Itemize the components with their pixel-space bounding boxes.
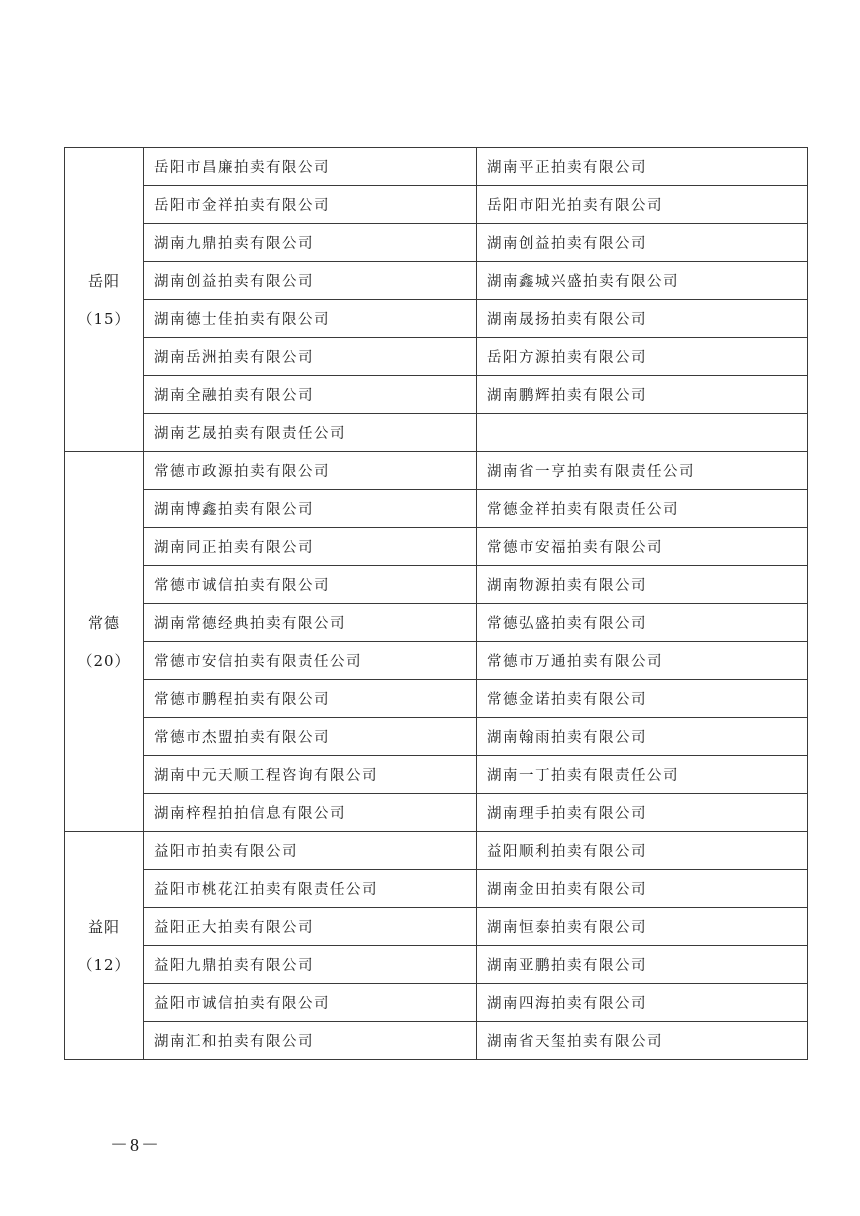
company-name-cell: 益阳市桃花江拍卖有限责任公司 <box>144 870 477 908</box>
company-name-cell: 湖南鹏辉拍卖有限公司 <box>477 376 808 414</box>
table-row <box>65 338 808 376</box>
table-row <box>65 832 808 870</box>
region-count: （12） <box>77 955 131 974</box>
company-name-cell: 岳阳方源拍卖有限公司 <box>477 338 808 376</box>
company-name-cell: 常德市安信拍卖有限责任公司 <box>144 642 477 680</box>
company-name-cell: 湖南中元天顺工程咨询有限公司 <box>144 756 477 794</box>
company-name-cell <box>477 414 808 452</box>
region-cell <box>65 452 144 832</box>
table-row <box>65 528 808 566</box>
table-row <box>65 490 808 528</box>
company-name-cell: 湖南四海拍卖有限公司 <box>477 984 808 1022</box>
company-name-cell: 湖南德士佳拍卖有限公司 <box>144 300 477 338</box>
company-name-cell: 湖南省天玺拍卖有限公司 <box>477 1022 808 1060</box>
company-name-cell: 常德市安福拍卖有限公司 <box>477 528 808 566</box>
table-row <box>65 414 808 452</box>
table-row <box>65 680 808 718</box>
company-name-cell: 湖南一丁拍卖有限责任公司 <box>477 756 808 794</box>
company-name-cell: 湖南晟扬拍卖有限公司 <box>477 300 808 338</box>
company-name-cell: 湖南平正拍卖有限公司 <box>477 148 808 186</box>
region-count: （20） <box>77 651 131 670</box>
company-name-cell: 岳阳市昌廉拍卖有限公司 <box>144 148 477 186</box>
company-name-cell: 湖南恒泰拍卖有限公司 <box>477 908 808 946</box>
table-row <box>65 566 808 604</box>
company-name-cell: 湖南物源拍卖有限公司 <box>477 566 808 604</box>
table-row <box>65 908 808 946</box>
company-name-cell: 湖南同正拍卖有限公司 <box>144 528 477 566</box>
company-name-cell: 湖南鑫城兴盛拍卖有限公司 <box>477 262 808 300</box>
company-name-cell: 湖南九鼎拍卖有限公司 <box>144 224 477 262</box>
company-name-cell: 湖南创益拍卖有限公司 <box>477 224 808 262</box>
company-name-cell: 湖南艺晟拍卖有限责任公司 <box>144 414 477 452</box>
company-name-cell: 湖南省一亨拍卖有限责任公司 <box>477 452 808 490</box>
company-name-cell: 湖南博鑫拍卖有限公司 <box>144 490 477 528</box>
page-number: －8－ <box>110 1135 161 1155</box>
region-name: 益阳 <box>87 917 120 936</box>
company-name-cell: 益阳市拍卖有限公司 <box>144 832 477 870</box>
company-name-cell: 湖南创益拍卖有限公司 <box>144 262 477 300</box>
region-count: （15） <box>77 309 131 328</box>
table-row <box>65 262 808 300</box>
region-name: 岳阳 <box>87 271 120 290</box>
company-name-cell: 湖南常德经典拍卖有限公司 <box>144 604 477 642</box>
table-row <box>65 376 808 414</box>
table-row <box>65 756 808 794</box>
region-name: 常德 <box>87 613 120 632</box>
table-row <box>65 718 808 756</box>
table-row <box>65 452 808 490</box>
company-name-cell: 益阳顺利拍卖有限公司 <box>477 832 808 870</box>
company-name-cell: 常德市诚信拍卖有限公司 <box>144 566 477 604</box>
table-row <box>65 794 808 832</box>
company-list-sheet <box>64 147 797 1060</box>
company-name-cell: 常德市鹏程拍卖有限公司 <box>144 680 477 718</box>
company-name-cell: 湖南岳洲拍卖有限公司 <box>144 338 477 376</box>
company-name-cell: 常德市万通拍卖有限公司 <box>477 642 808 680</box>
company-name-cell: 湖南翰雨拍卖有限公司 <box>477 718 808 756</box>
table-row <box>65 946 808 984</box>
table-row <box>65 1022 808 1060</box>
table-row <box>65 642 808 680</box>
company-name-cell: 岳阳市金祥拍卖有限公司 <box>144 186 477 224</box>
region-cell <box>65 832 144 1060</box>
table-row <box>65 870 808 908</box>
table-row <box>65 148 808 186</box>
company-name-cell: 益阳市诚信拍卖有限公司 <box>144 984 477 1022</box>
table-row <box>65 604 808 642</box>
company-name-cell: 湖南理手拍卖有限公司 <box>477 794 808 832</box>
company-name-cell: 常德市杰盟拍卖有限公司 <box>144 718 477 756</box>
company-name-cell: 常德金祥拍卖有限责任公司 <box>477 490 808 528</box>
table-body <box>65 148 808 1060</box>
table-row <box>65 984 808 1022</box>
company-name-cell: 岳阳市阳光拍卖有限公司 <box>477 186 808 224</box>
table-row <box>65 224 808 262</box>
company-name-cell: 益阳九鼎拍卖有限公司 <box>144 946 477 984</box>
company-name-cell: 湖南亚鹏拍卖有限公司 <box>477 946 808 984</box>
company-name-cell: 湖南梓程拍拍信息有限公司 <box>144 794 477 832</box>
company-name-cell: 湖南汇和拍卖有限公司 <box>144 1022 477 1060</box>
company-name-cell: 常德弘盛拍卖有限公司 <box>477 604 808 642</box>
company-name-cell: 湖南金田拍卖有限公司 <box>477 870 808 908</box>
region-cell <box>65 148 144 452</box>
company-name-cell: 常德市政源拍卖有限公司 <box>144 452 477 490</box>
company-name-cell: 湖南全融拍卖有限公司 <box>144 376 477 414</box>
company-name-cell: 常德金诺拍卖有限公司 <box>477 680 808 718</box>
company-name-cell: 益阳正大拍卖有限公司 <box>144 908 477 946</box>
table-row <box>65 300 808 338</box>
auction-company-table <box>64 147 808 1060</box>
table-row <box>65 186 808 224</box>
